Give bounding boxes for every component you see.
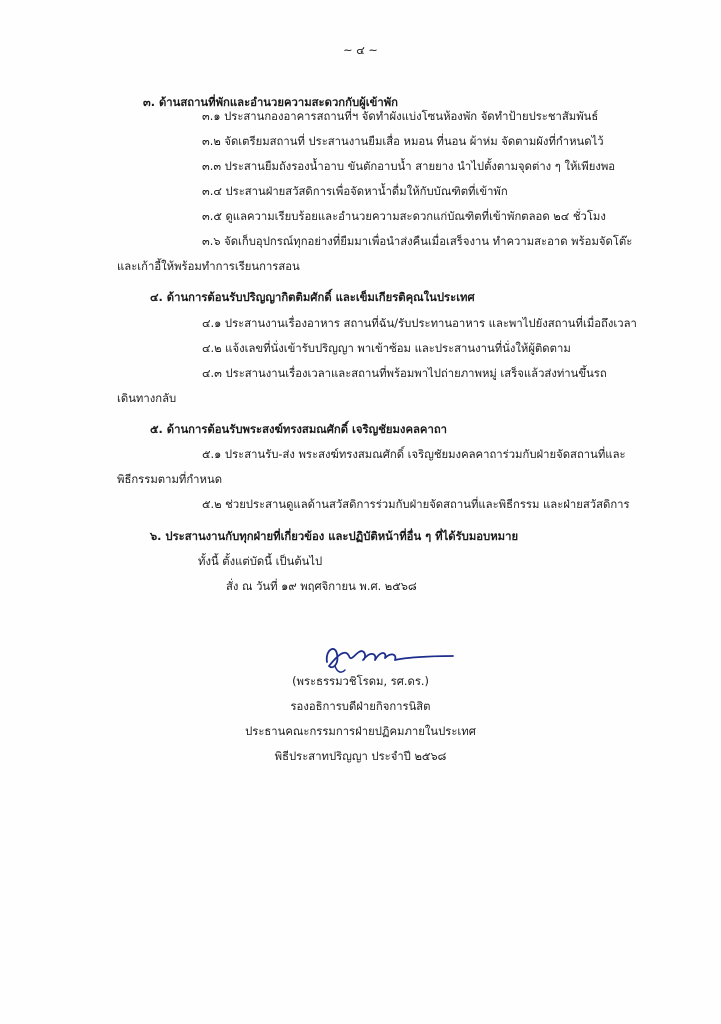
section3-item-4: ๓.๔ ประสานฝ่ายสวัสดิการเพื่อจัดหาน้ำดื่มให้กับบัณฑิตที่เข้าพัก: [202, 185, 508, 198]
section3-item-6: ๓.๖ จัดเก็บอุปกรณ์ทุกอย่างที่ยืมมาเพื่อนำส่งคืนเมื่อเสร็จงาน ทำความสะอาด พร้อมจัดโต๊ะ: [202, 235, 633, 248]
handwritten-signature: [315, 632, 455, 676]
section4-heading: ๔. ด้านการต้อนรับปริญญากิตติมศักดิ์ และเข็มเกียรติคุณในประเทศ: [150, 291, 475, 304]
effective-statement: ทั้งนี้ ตั้งแต่บัดนี้ เป็นต้นไป: [198, 555, 323, 568]
page-number: ~ ๔ ~: [343, 44, 378, 57]
order-date: สั่ง ณ วันที่ ๑๙ พฤศจิกายน พ.ศ. ๒๕๖๘: [226, 580, 417, 593]
section5-heading: ๕. ด้านการต้อนรับพระสงฆ์ทรงสมณศักดิ์ เจริญชัยมงคลคาถา: [150, 423, 448, 436]
signatory-name: (พระธรรมวชิโรดม, รศ.ดร.): [292, 675, 429, 688]
signatory-position-2: ประธานคณะกรรมการฝ่ายปฏิคมภายในประเทศ: [245, 725, 476, 738]
section3-heading: ๓. ด้านสถานที่พักและอำนวยความสะดวกกับผู้เข้าพัก: [143, 96, 398, 109]
section4-item-1: ๔.๑ ประสานงานเรื่องอาหาร สถานที่ฉัน/รับประทานอาหาร และพาไปยังสถานที่เมื่อถึงเวลา: [202, 317, 637, 330]
section6-heading: ๖. ประสานงานกับทุกฝ่ายที่เกี่ยวข้อง และปฏิบัติหน้าที่อื่น ๆ ที่ได้รับมอบหมาย: [150, 530, 519, 543]
signatory-position-1: รองอธิการบดีฝ่ายกิจการนิสิต: [290, 700, 431, 713]
section4-item-2: ๔.๒ แจ้งเลขที่นั่งเข้ารับปริญญา พาเข้าซ้อม และประสานงานที่นั่งให้ผู้ติดตาม: [202, 342, 571, 355]
section5-item-1-cont: พิธีกรรมตามที่กำหนด: [117, 473, 223, 486]
section3-item-3: ๓.๓ ประสานยืมถังรองน้ำอาบ ขันตักอาบน้ำ สายยาง นำไปตั้งตามจุดต่าง ๆ ให้เพียงพอ: [202, 160, 616, 173]
signatory-position-3: พิธีประสาทปริญญา ประจำปี ๒๕๖๘: [274, 750, 447, 763]
section4-item-3-cont: เดินทางกลับ: [117, 392, 177, 405]
section3-item-6-cont: และเก้าอี้ให้พร้อมทำการเรียนการสอน: [117, 260, 300, 273]
section4-item-3: ๔.๓ ประสานงานเรื่องเวลาและสถานที่พร้อมพาไปถ่ายภาพหมู่ เสร็จแล้วส่งท่านขึ้นรถ: [202, 367, 607, 380]
section3-item-2: ๓.๒ จัดเตรียมสถานที่ ประสานงานยืมเสื่อ หมอน ที่นอน ผ้าห่ม จัดตามผังที่กำหนดไว้: [202, 135, 604, 148]
section5-item-2: ๕.๒ ช่วยประสานดูแลด้านสวัสดิการร่วมกับฝ่ายจัดสถานที่และพิธีกรรม และฝ่ายสวัสดิการ: [202, 498, 630, 511]
section3-item-1: ๓.๑ ประสานกองอาคารสถานที่ฯ จัดทำผังแบ่งโซนห้องพัก จัดทำป้ายประชาสัมพันธ์: [202, 110, 599, 123]
section3-item-5: ๓.๕ ดูแลความเรียบร้อยและอำนวยความสะดวกแก่บัณฑิตที่เข้าพักตลอด ๒๔ ชั่วโมง: [202, 210, 606, 223]
section5-item-1: ๕.๑ ประสานรับ-ส่ง พระสงฆ์ทรงสมณศักดิ์ เจริญชัยมงคลคาถาร่วมกับฝ่ายจัดสถานที่และ: [202, 448, 626, 461]
